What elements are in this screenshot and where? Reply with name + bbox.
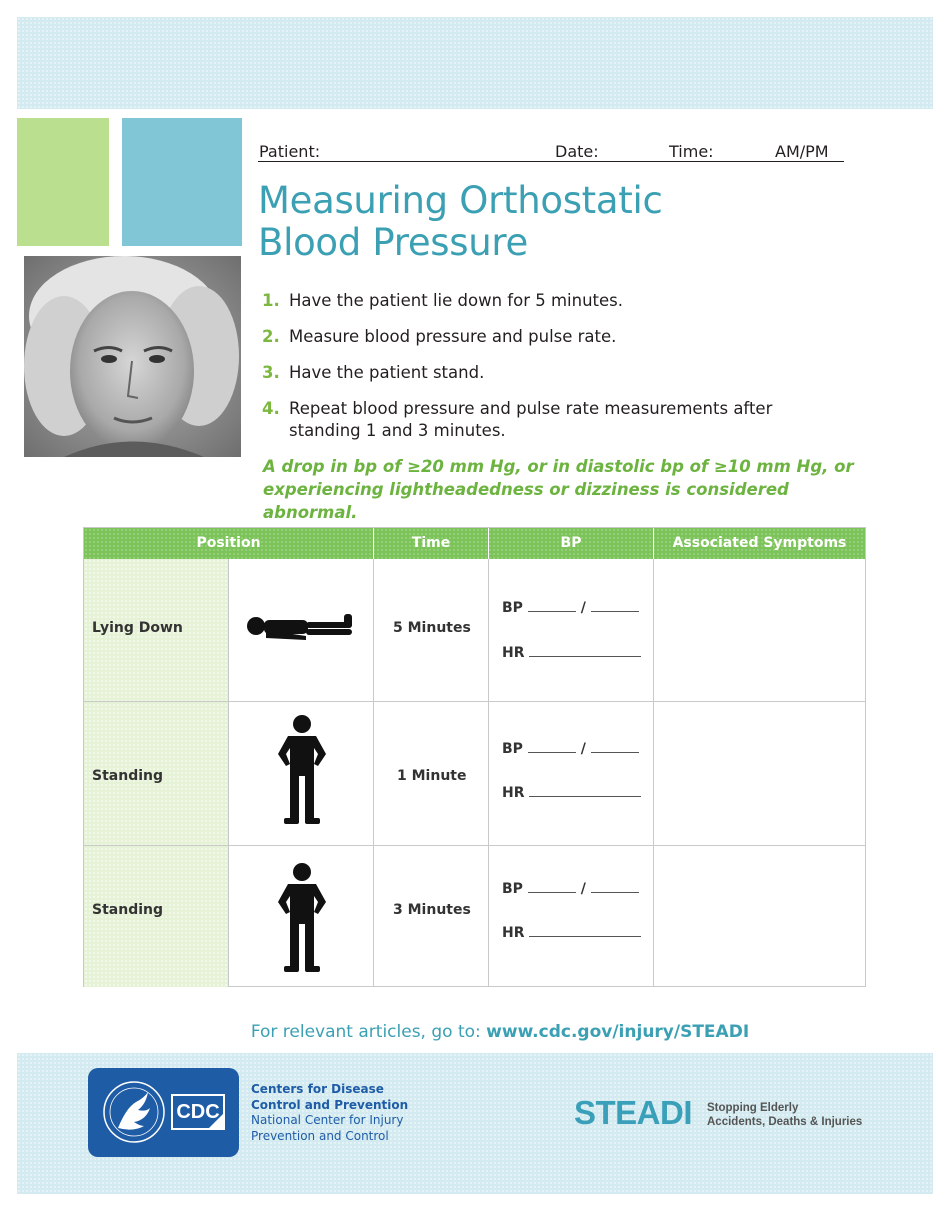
step-number: 2. <box>262 327 280 346</box>
step-item <box>262 326 822 348</box>
diastolic-blank[interactable] <box>591 598 639 612</box>
diastolic-blank[interactable] <box>591 739 639 753</box>
steadi-tag-line1: Stopping Elderly <box>707 1102 799 1114</box>
measurement-table <box>83 527 866 987</box>
page-title <box>258 180 758 264</box>
cdc-line2: Control and Prevention <box>251 1097 409 1112</box>
hr-entry <box>502 783 641 801</box>
step-item <box>262 398 802 442</box>
step-number: 1. <box>262 291 280 310</box>
top-decorative-band <box>17 17 933 109</box>
column-divider <box>488 559 489 987</box>
bp-label: BP <box>502 881 523 897</box>
steadi-tag-line2: Accidents, Deaths & Injuries <box>707 1116 863 1128</box>
bp-label: BP <box>502 600 523 616</box>
lying-person-icon <box>244 610 356 646</box>
instruction-steps <box>262 290 822 456</box>
bp-slash: / <box>580 600 586 616</box>
hr-entry <box>502 643 641 661</box>
hr-label: HR <box>502 925 525 941</box>
hr-entry <box>502 923 641 941</box>
standing-person-icon <box>274 862 330 978</box>
hhs-cdc-logo <box>88 1068 239 1157</box>
page-title-line1: Measuring Orthostatic <box>258 179 663 222</box>
header-position: Position <box>84 528 374 559</box>
step-text: Measure blood pressure and pulse rate. <box>289 327 617 346</box>
patient-label: Patient: <box>259 142 321 161</box>
step-number: 3. <box>262 363 280 382</box>
header-bp: BP <box>489 528 654 559</box>
column-divider <box>373 559 374 987</box>
cdc-line1: Centers for Disease <box>251 1082 384 1096</box>
row-divider <box>84 845 865 846</box>
bp-slash: / <box>580 881 586 897</box>
cdc-organization-text <box>251 1082 408 1144</box>
header-symptoms: Associated Symptoms <box>672 535 847 551</box>
steadi-link[interactable]: www.cdc.gov/injury/STEADI <box>486 1022 750 1042</box>
step-number: 4. <box>262 399 280 418</box>
hr-blank[interactable] <box>529 783 641 797</box>
green-square-decoration <box>17 118 109 246</box>
systolic-blank[interactable] <box>528 879 576 893</box>
header-time: Time <box>374 528 489 559</box>
systolic-blank[interactable] <box>528 739 576 753</box>
footer-note <box>0 1022 950 1042</box>
hr-label: HR <box>502 645 525 661</box>
row-divider <box>84 701 865 702</box>
bp-slash: / <box>580 741 586 757</box>
systolic-blank[interactable] <box>528 598 576 612</box>
steadi-tagline <box>707 1101 862 1129</box>
row-position: Standing <box>92 902 163 918</box>
row-position: Standing <box>92 768 163 784</box>
cdc-line3: National Center for Injury <box>251 1113 404 1127</box>
bp-entry <box>502 879 639 897</box>
step-item <box>262 362 822 384</box>
bp-label: BP <box>502 741 523 757</box>
row-time: 3 Minutes <box>393 902 471 918</box>
column-divider <box>653 559 654 987</box>
row-time: 1 Minute <box>397 768 467 784</box>
step-text: Have the patient lie down for 5 minutes. <box>289 291 624 310</box>
footer-note-prefix: For relevant articles, go to: <box>250 1022 487 1042</box>
row-position: Lying Down <box>92 620 183 636</box>
cdc-line4: Prevention and Control <box>251 1128 389 1143</box>
elderly-woman-photo <box>24 256 241 457</box>
page-title-line2: Blood Pressure <box>258 221 528 264</box>
blue-square-decoration <box>122 118 242 246</box>
time-label: Time: <box>669 142 714 161</box>
abnormal-warning-text: A drop in bp of ≥20 mm Hg, or in diastolic bp of ≥10 mm Hg, or experiencing lightheadedness or dizziness is considered abnormal. <box>263 457 854 522</box>
bp-entry <box>502 739 639 757</box>
hr-blank[interactable] <box>529 643 641 657</box>
hr-blank[interactable] <box>529 923 641 937</box>
bp-entry <box>502 598 639 616</box>
steadi-logo: STEADI <box>574 1094 693 1131</box>
date-label: Date: <box>555 142 599 161</box>
standing-person-icon <box>274 714 330 830</box>
row-time: 5 Minutes <box>393 620 471 636</box>
ampm-label: AM/PM <box>775 142 829 161</box>
column-divider <box>228 559 229 987</box>
table-header <box>84 528 865 559</box>
step-text: Repeat blood pressure and pulse rate measurements after standing 1 and 3 minutes. <box>289 399 773 440</box>
step-text: Have the patient stand. <box>289 363 485 382</box>
diastolic-blank[interactable] <box>591 879 639 893</box>
hr-label: HR <box>502 785 525 801</box>
cdc-logo-text: CDC <box>176 1101 220 1123</box>
step-item <box>262 290 822 312</box>
patient-info-line <box>258 140 844 162</box>
